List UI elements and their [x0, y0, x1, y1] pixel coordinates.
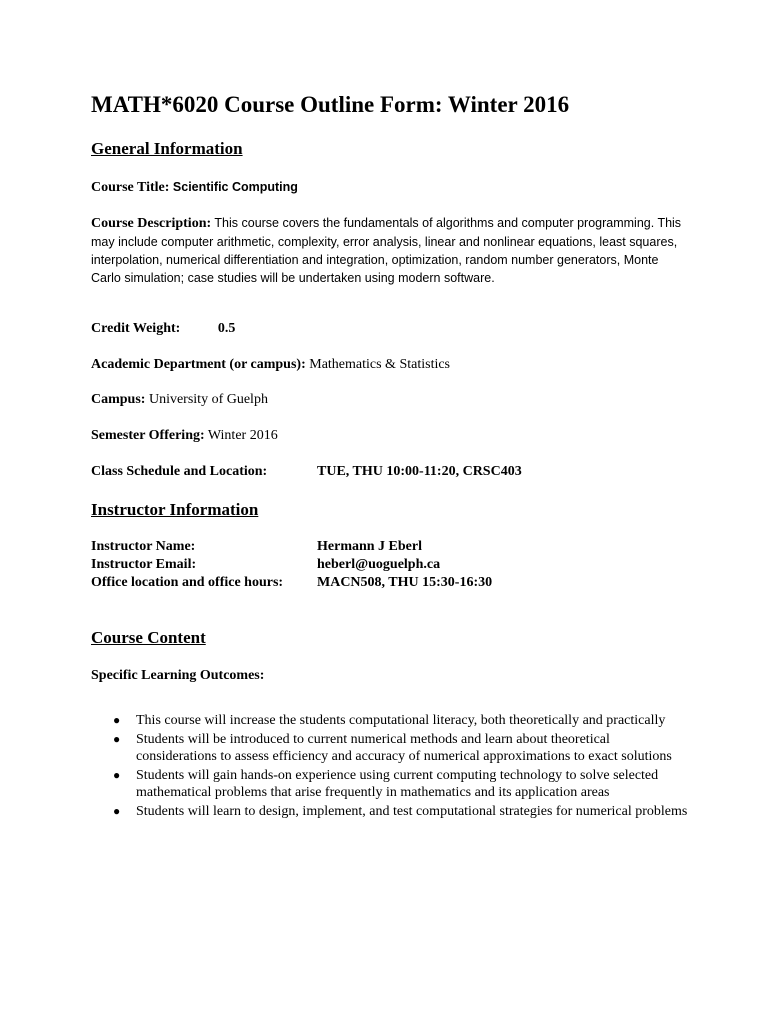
instructor-name-label: Instructor Name: [91, 539, 196, 554]
office-hours-label: Office location and office hours: [91, 575, 284, 590]
course-description-label: Course Description: [91, 216, 212, 231]
credit-weight-row [91, 321, 235, 337]
instructor-email-label: Instructor Email: [91, 557, 197, 572]
list-item [91, 731, 691, 766]
general-information-heading: General Information [91, 139, 243, 158]
learning-outcomes-label: Specific Learning Outcomes: [91, 668, 265, 683]
learning-outcomes-list [91, 712, 691, 821]
office-hours-value: MACN508, THU 15:30-16:30 [317, 575, 493, 590]
list-item [91, 803, 691, 821]
schedule-value: TUE, THU 10:00-11:20, CRSC403 [317, 464, 522, 479]
department-label: Academic Department (or campus): [91, 357, 306, 372]
semester-value: Winter 2016 [207, 428, 278, 443]
campus-value: University of Guelph [148, 392, 268, 407]
bullet-icon: ● [113, 713, 121, 727]
course-description [91, 214, 691, 287]
credit-weight-value: 0.5 [217, 321, 236, 336]
course-title-label: Course Title: [91, 180, 170, 195]
department-row [91, 357, 450, 373]
campus-row [91, 392, 268, 408]
instructor-name-value: Hermann J Eberl [317, 539, 422, 554]
outcome-text: This course will increase the students computational literacy, both theoretically and practically [136, 713, 666, 728]
bullet-icon: ● [113, 767, 121, 782]
instructor-email-value: heberl@uoguelph.ca [317, 557, 441, 572]
outcome-text: Students will be introduced to current numerical methods and learn about theoretical considerations to assess efficiency and accuracy of numerical approximations to exact solutions [136, 731, 672, 764]
campus-label: Campus: [91, 392, 146, 407]
bullet-icon: ● [113, 731, 121, 746]
bullet-icon: ● [113, 803, 121, 818]
outcome-text: Students will learn to design, implement, and test computational strategies for numerical problems [136, 803, 688, 819]
semester-row [91, 428, 278, 444]
list-item [91, 767, 691, 802]
course-description-text: This course covers the fundamentals of algorithms and computer programming. This may include computer arithmetic, complexity, error analysis, linear and nonlinear equations, least squares, interpolation, numerical differentiation and integration, optimization, random number generators, Monte Carlo simulation; case studies will be undertaken using modern software. [91, 216, 682, 285]
course-content-heading: Course Content [91, 628, 206, 647]
schedule-label: Class Schedule and Location: [91, 464, 268, 479]
page-title: MATH*6020 Course Outline Form: Winter 2016 [91, 92, 570, 117]
outcome-text: Students will gain hands-on experience using current computing technology to solve selected mathematical problems that arise frequently in mathematics and its application areas [136, 767, 659, 800]
course-title-value: Scientific Computing [172, 180, 298, 194]
semester-label: Semester Offering: [91, 428, 205, 443]
credit-weight-label: Credit Weight: [91, 321, 181, 336]
department-value: Mathematics & Statistics [309, 357, 451, 372]
instructor-information-heading: Instructor Information [91, 500, 259, 519]
course-title-row [91, 180, 298, 196]
list-item [91, 712, 691, 730]
